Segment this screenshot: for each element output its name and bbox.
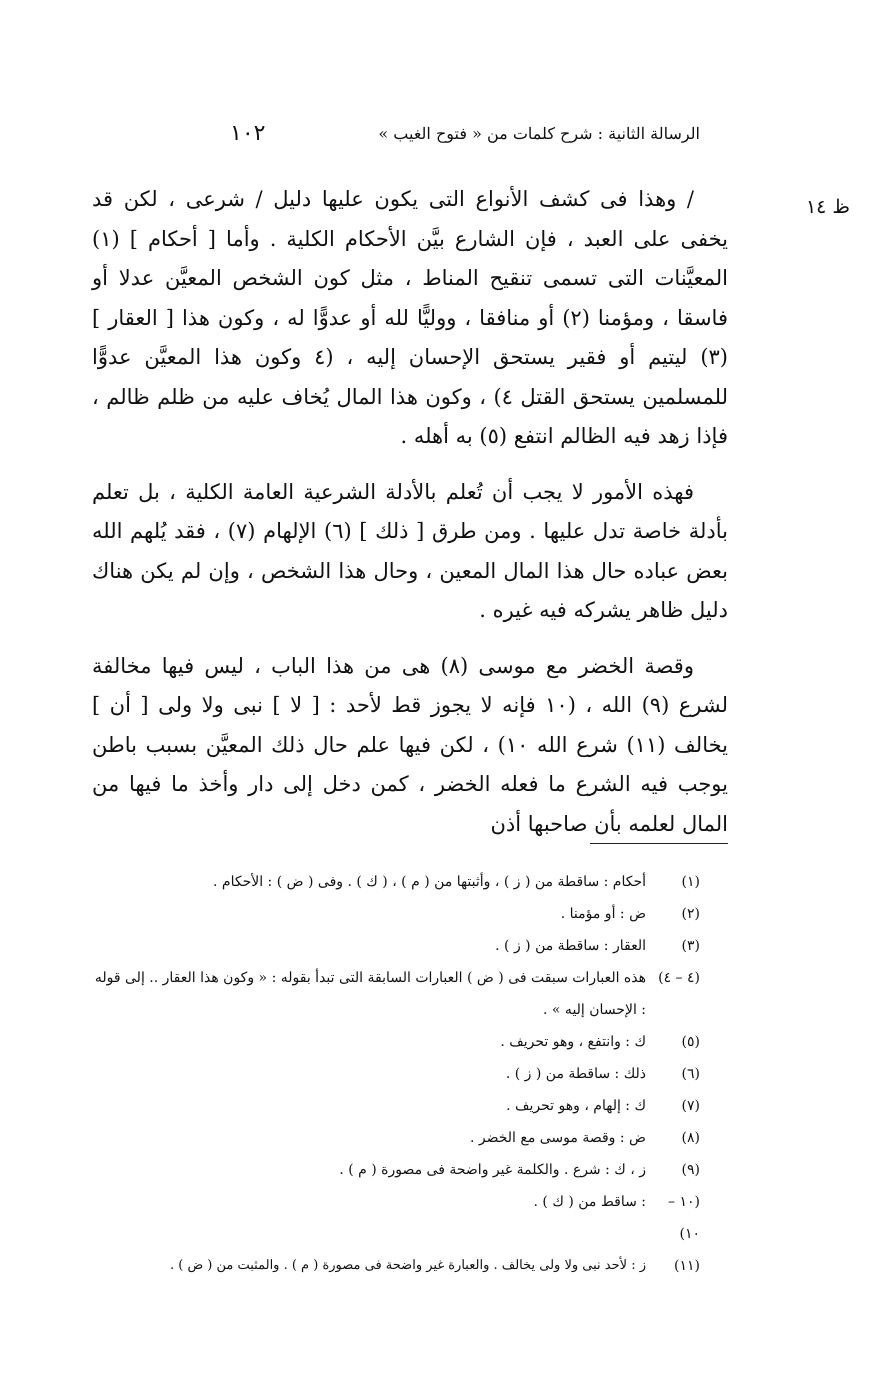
- main-text: [92, 180, 728, 860]
- footnote: [88, 1250, 700, 1282]
- page-number: ١٠٢: [230, 120, 266, 146]
- footnote: [88, 1026, 700, 1058]
- footnote-number: (٧): [681, 1098, 700, 1114]
- footnote-text: ك : إلهام ، وهو تحريف .: [506, 1098, 646, 1114]
- footnote-text: ك : وانتفع ، وهو تحريف .: [500, 1034, 646, 1050]
- page-header: [230, 118, 700, 148]
- footnote: [88, 1154, 700, 1186]
- footnote-text: : ساقط من ( ك ) .: [533, 1194, 646, 1210]
- footnote-number: (١٠ – ١٠): [668, 1194, 700, 1242]
- footnote-number: (٨): [681, 1130, 700, 1146]
- paragraph: وقصة الخضر مع موسى (٨) هى من هذا الباب ، ليس فيها مخالفة لشرع (٩) الله ، (١٠ فإنه لا يجوز قط لأحد : [ لا ] نبى ولا ولى [ أن ] يخالف (١١) شرع الله ١٠) ، لكن فيها علم حال ذلك المعيَّن بسبب باطن يوجب فيه الشرع ما فعله الخضر ، كمن دخل إلى دار وأخذ ما فيها من المال لعلمه بأن صاحبها أذن: [92, 653, 728, 836]
- footnote-text: العقار : ساقطة من ( ز ) .: [495, 938, 646, 954]
- footnote-number: (٤ – ٤): [658, 970, 700, 986]
- footnote-text: أحكام : ساقطة من ( ز ) ، وأثبتها من ( م ) ، ( ك ) . وفى ( ض ) : الأحكام .: [213, 874, 646, 890]
- footnote-number: (١١): [674, 1258, 700, 1274]
- footnote: [88, 930, 700, 962]
- paragraph: فهذه الأمور لا يجب أن تُعلم بالأدلة الشرعية العامة الكلية ، بل تعلم بأدلة خاصة تدل عليها . ومن طرق [ ذلك ] (٦) الإلهام (٧) ، فقد يُلهم الله بعض عباده حال هذا المال المعين ، وحال هذا الشخص ، وإن لم يكن هناك دليل ظاهر يشركه فيه غيره .: [92, 479, 728, 622]
- footnote: [88, 866, 700, 898]
- footnote: [88, 962, 700, 1026]
- footnote-text: ض : وقصة موسى مع الخضر .: [469, 1130, 646, 1146]
- footnote-text: هذه العبارات سبقت فى ( ض ) العبارات السابقة التى تبدأ بقوله : « وكون هذا العقار .. إلى قوله : الإحسان إليه » .: [94, 970, 646, 1018]
- footnotes: [88, 866, 700, 1282]
- running-title: الرسالة الثانية : شرح كلمات من « فتوح الغيب »: [378, 123, 700, 143]
- footnote-number: (٣): [681, 938, 700, 954]
- footnote: [88, 1122, 700, 1154]
- paragraph: / وهذا فى كشف الأنواع التى يكون عليها دليل / شرعى ، لكن قد يخفى على العبد ، فإن الشارع بيَّن الأحكام الكلية . وأما [ أحكام ] (١) المعيَّنات التى تسمى تنقيح المناط ، مثل كون الشخص المعيَّن عدلا أو فاسقا ، ومؤمنا (٢) أو منافقا ، ووليًّا لله أو عدوًّا له ، وكون هذا [ العقار ] (٣) ليتيم أو فقير يستحق الإحسان إليه ، (٤ وكون هذا المعيَّن عدوًّا للمسلمين يستحق القتل ٤) ، وكون هذا المال يُخاف عليه من ظلم ظالم ، فإذا زهد فيه الظالم انتفع (٥) به أهله .: [92, 187, 728, 448]
- manuscript-folio-marker: ظ ١٤: [805, 196, 850, 218]
- footnote-number: (٩): [681, 1162, 700, 1178]
- footnote: [88, 1058, 700, 1090]
- footnote-number: (١): [681, 874, 700, 890]
- footnote: [88, 1186, 700, 1250]
- footnote-text: ذلك : ساقطة من ( ز ) .: [505, 1066, 646, 1082]
- footnote-number: (٢): [681, 906, 700, 922]
- footnote: [88, 1090, 700, 1122]
- footnote-text: ز : لأحد نبى ولا ولى يخالف . والعبارة غير واضحة فى مصورة ( م ) . والمثبت من ( ض ) .: [169, 1258, 646, 1273]
- footnote-number: (٦): [681, 1066, 700, 1082]
- footnote-text: ض : أو مؤمنا .: [560, 906, 646, 922]
- footnote: [88, 898, 700, 930]
- footnote-text: ز ، ك : شرع . والكلمة غير واضحة فى مصورة ( م ) .: [339, 1162, 646, 1178]
- footnote-number: (٥): [681, 1034, 700, 1050]
- footnote-separator: [590, 843, 728, 844]
